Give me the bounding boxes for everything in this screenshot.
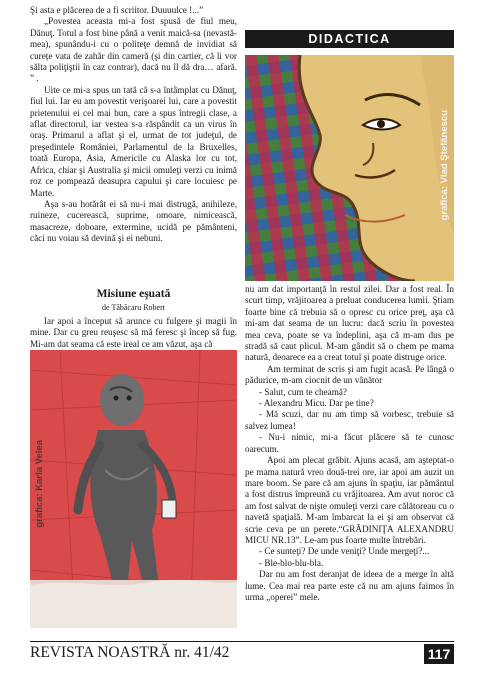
page-number: 117 [424,644,454,664]
paragraph: „Povestea aceasta mi-a fost spusă de fiul meu, Dănuţ. Totul a fost bine până a venit maică-sa (nevastă-mea), spunându-i cu o politeţe demnă de invidiat să curețe vata de zahăr din cameră (şi din cartier, că li vor sălta poliţiştii în caz contrar), dacă nu îl dă dra… afară. ” . [30,16,237,84]
paragraph: Apoi am plecat grăbit. Ajuns acasă, am aşteptat-o pe mama natură vreo două-trei ore, iar apoi am auzit un mare boom. Se pare că am ajuns în spaţiu, iar pământul a fost distrus împreună cu vrăjitoarea. Am avut noroc că am fost salvat de nişte omuleţi verzi care călătoreau cu o navetă spaţială. M-am îmbarcat la ei şi am observat că scrie ceva pe un perete.“GRĂDINIŢA ALEXANDRU MICU NR.13”. Le-am pus foarte multe întrebări. [245,455,454,545]
dialogue-line: - Alexandru Micu. Dar pe tine? [259,398,374,409]
dialogue-line: - Salut, cum te cheamă? [259,386,348,397]
paragraph: Iar apoi a început să arunce cu fulgere şi magii în mine. Dar cu greu reuşesc să mă feresc şi încep să fug. Mi-am dat seama că este ireal ce am văzut, aşa că [30,315,237,349]
article-title: Misiune eşuată [96,288,171,300]
page-footer [30,641,454,664]
dialogue-line: - Mă scuzi, dar nu am timp să vorbesc, trebuie să salvez lumea! [245,409,454,431]
right-column-text [245,284,454,603]
paragraph: Aşa s-au hotărât ei să nu-i mai distrugă, anihileze, ruineze, cucerească, suprime, omoare, nimicească, masacreze, doboare, extermine, ucidă pe pământeni, căci nu voiau să devină şi ei nebuni. [30,198,237,244]
artwork-credit: grafica: Karla Velea [34,440,45,528]
dialogue-line: - Ce sunteţi? De unde veniţi? Unde mergeţi?... [259,546,430,557]
artwork-figure-illustration [30,350,237,628]
dialogue-line: - Nu-i nimic, mi-a făcut plăcere să te cunosc oarecum. [245,432,454,454]
paragraph: nu am dat importanţă în restul zilei. Dar a fost real. În scurt timp, vrăjitoarea a preluat conducerea lumii. Ştiam foarte bine că trebuia să o opresc cu orice preţ, aşa că mi-am dat seama de un lucru: dacă scriu în povestea mea ceva, poate se va îndeplini, aşa că m-am dus pe stradă să caut plicul. M-am gândit să o chem pe mama natură, deoarece ea a creat totul şi poate distruge orice. [245,284,454,363]
article-block [30,287,237,350]
left-column-text [30,5,237,245]
section-header: DIDACTICA [245,30,454,48]
article-author: de Tăbăcaru Robert [102,303,165,313]
dialogue-line: - Ble-blo-blu-bla. [259,557,324,568]
figure-drawing [30,350,237,628]
paragraph: Dar nu am fost deranjat de ideea de a merge în altă lume. Cea mai rea parte este că nu am ajuns faimos în urma „operei” mele. [245,569,454,602]
paragraph: Şi asta e plăcerea de a fi scriitor. Duuuulce !...” [30,5,204,15]
paragraph: Am terminat de scris şi am fugit acasă. Pe lângă o pădurice, m-am ciocnit de un vânător [245,363,454,386]
artwork-face-illustration [245,55,454,281]
artwork-credit: grafica: Vlad Ştefănescu [439,110,450,221]
paragraph: Uite ce mi-a spus un tată că s-a întâmplat cu Dănuţ, fiul lui. Iar eu am povestit verişoarei lui, care a povestit prietenului ei cel mai bun, care a spus întregii clase, a aflat directorul, iar vestea s-a răspândit ca un virus în oraş. Primarul a aflat şi el, urmat de tot judeţul, de preşedintele României, Parlamentul de la Bruxelles, toată Europa, Asia, Americile cu Alaska lor cu tot, Africa, chiar şi Australia şi micii omuleţi verzi cu inimă roz ce pompează deasupra capului şi care locuiesc pe Marte. [30,84,237,198]
cup-shape [162,500,176,518]
magazine-title: REVISTA NOASTRĂ nr. 41/42 [30,644,230,661]
face-drawing [245,55,454,281]
